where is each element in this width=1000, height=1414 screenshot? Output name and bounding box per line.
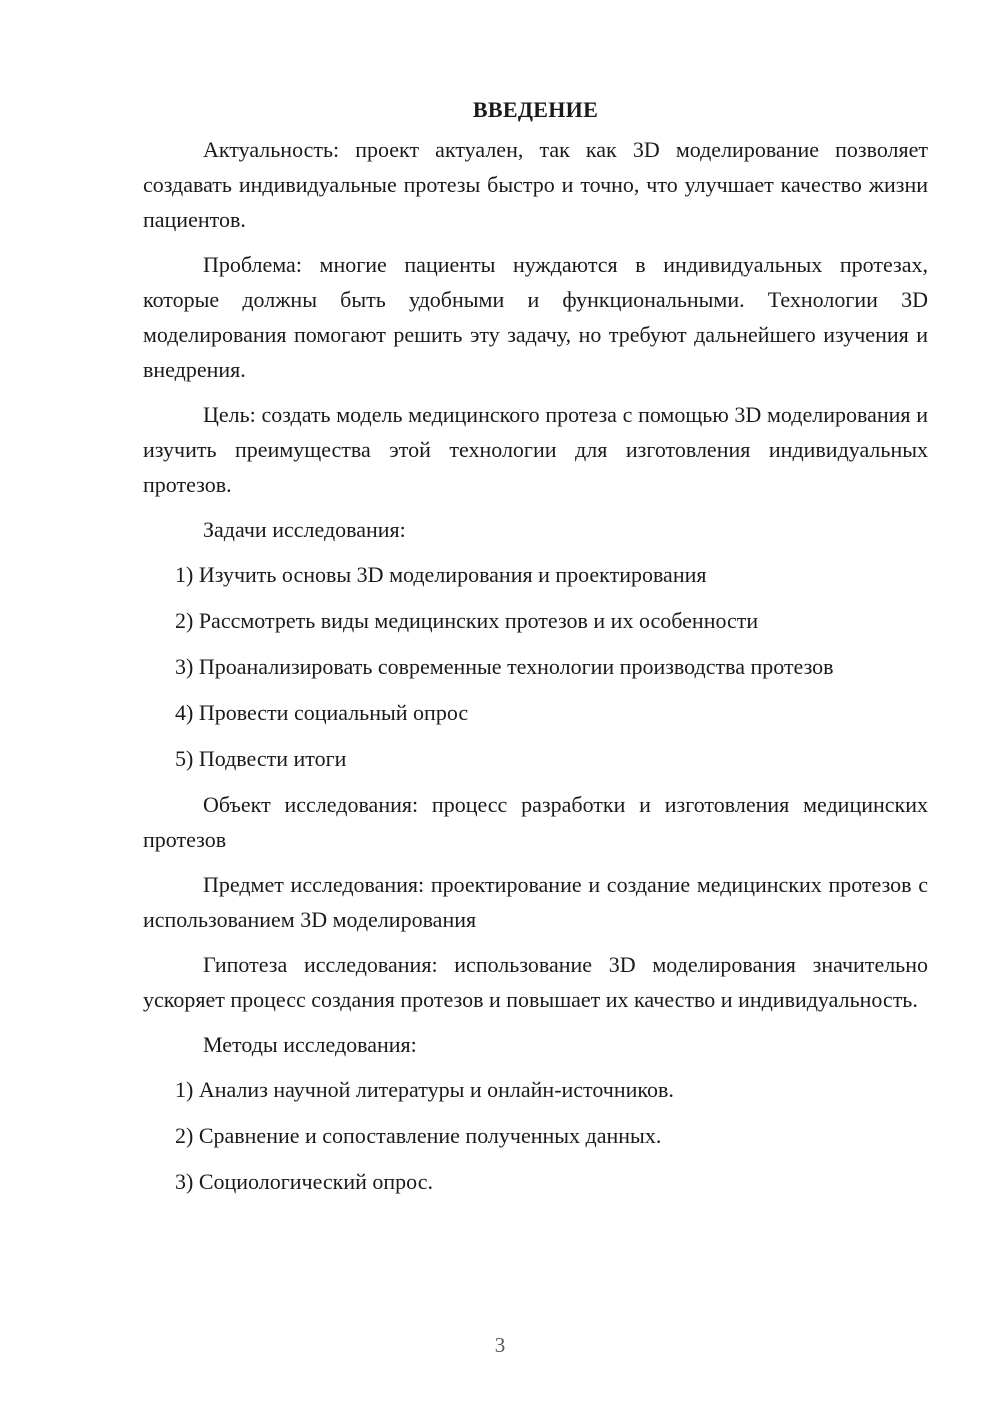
paragraph-relevance: Актуальность: проект актуален, так как 3D моделирование позволяет создавать индивидуальные протезы быстро и точно, что улучшает качество жизни пациентов. bbox=[143, 137, 928, 232]
list-item: 1) Изучить основы 3D моделирования и проектирования bbox=[175, 562, 707, 587]
document-page bbox=[143, 92, 928, 1210]
list-item: 4) Провести социальный опрос bbox=[175, 700, 469, 725]
page-number: 3 bbox=[494, 1333, 506, 1357]
paragraph-goal: Цель: создать модель медицинского протеза с помощью 3D моделирования и изучить преимущества этой технологии для изготовления индивидуальных протезов. bbox=[143, 402, 928, 497]
list-item: 2) Сравнение и сопоставление полученных данных. bbox=[175, 1123, 662, 1148]
list-item: 3) Проанализировать современные технологии производства протезов bbox=[175, 654, 834, 679]
section-title: ВВЕДЕНИЕ bbox=[472, 97, 599, 122]
paragraph-subject: Предмет исследования: проектирование и создание медицинских протезов с использованием 3D моделирования bbox=[143, 872, 928, 932]
list-item: 3) Социологический опрос. bbox=[175, 1169, 433, 1194]
paragraph-hypothesis: Гипотеза исследования: использование 3D моделирования значительно ускоряет процесс создания протезов и повышает их качество и индивидуальность. bbox=[143, 952, 928, 1012]
list-item: 1) Анализ научной литературы и онлайн-источников. bbox=[175, 1077, 674, 1102]
methods-list bbox=[143, 1072, 928, 1199]
tasks-heading: Задачи исследования: bbox=[203, 517, 406, 542]
list-item: 2) Рассмотреть виды медицинских протезов и их особенности bbox=[175, 608, 759, 633]
paragraph-object: Объект исследования: процесс разработки и изготовления медицинских протезов bbox=[143, 792, 928, 852]
tasks-list bbox=[143, 557, 928, 776]
paragraph-problem: Проблема: многие пациенты нуждаются в индивидуальных протезах, которые должны быть удобными и функциональными. Технологии 3D моделирования помогают решить эту задачу, но требуют дальнейшего изучения и внедрения. bbox=[143, 252, 928, 382]
methods-heading: Методы исследования: bbox=[203, 1032, 417, 1057]
list-item: 5) Подвести итоги bbox=[175, 746, 347, 771]
